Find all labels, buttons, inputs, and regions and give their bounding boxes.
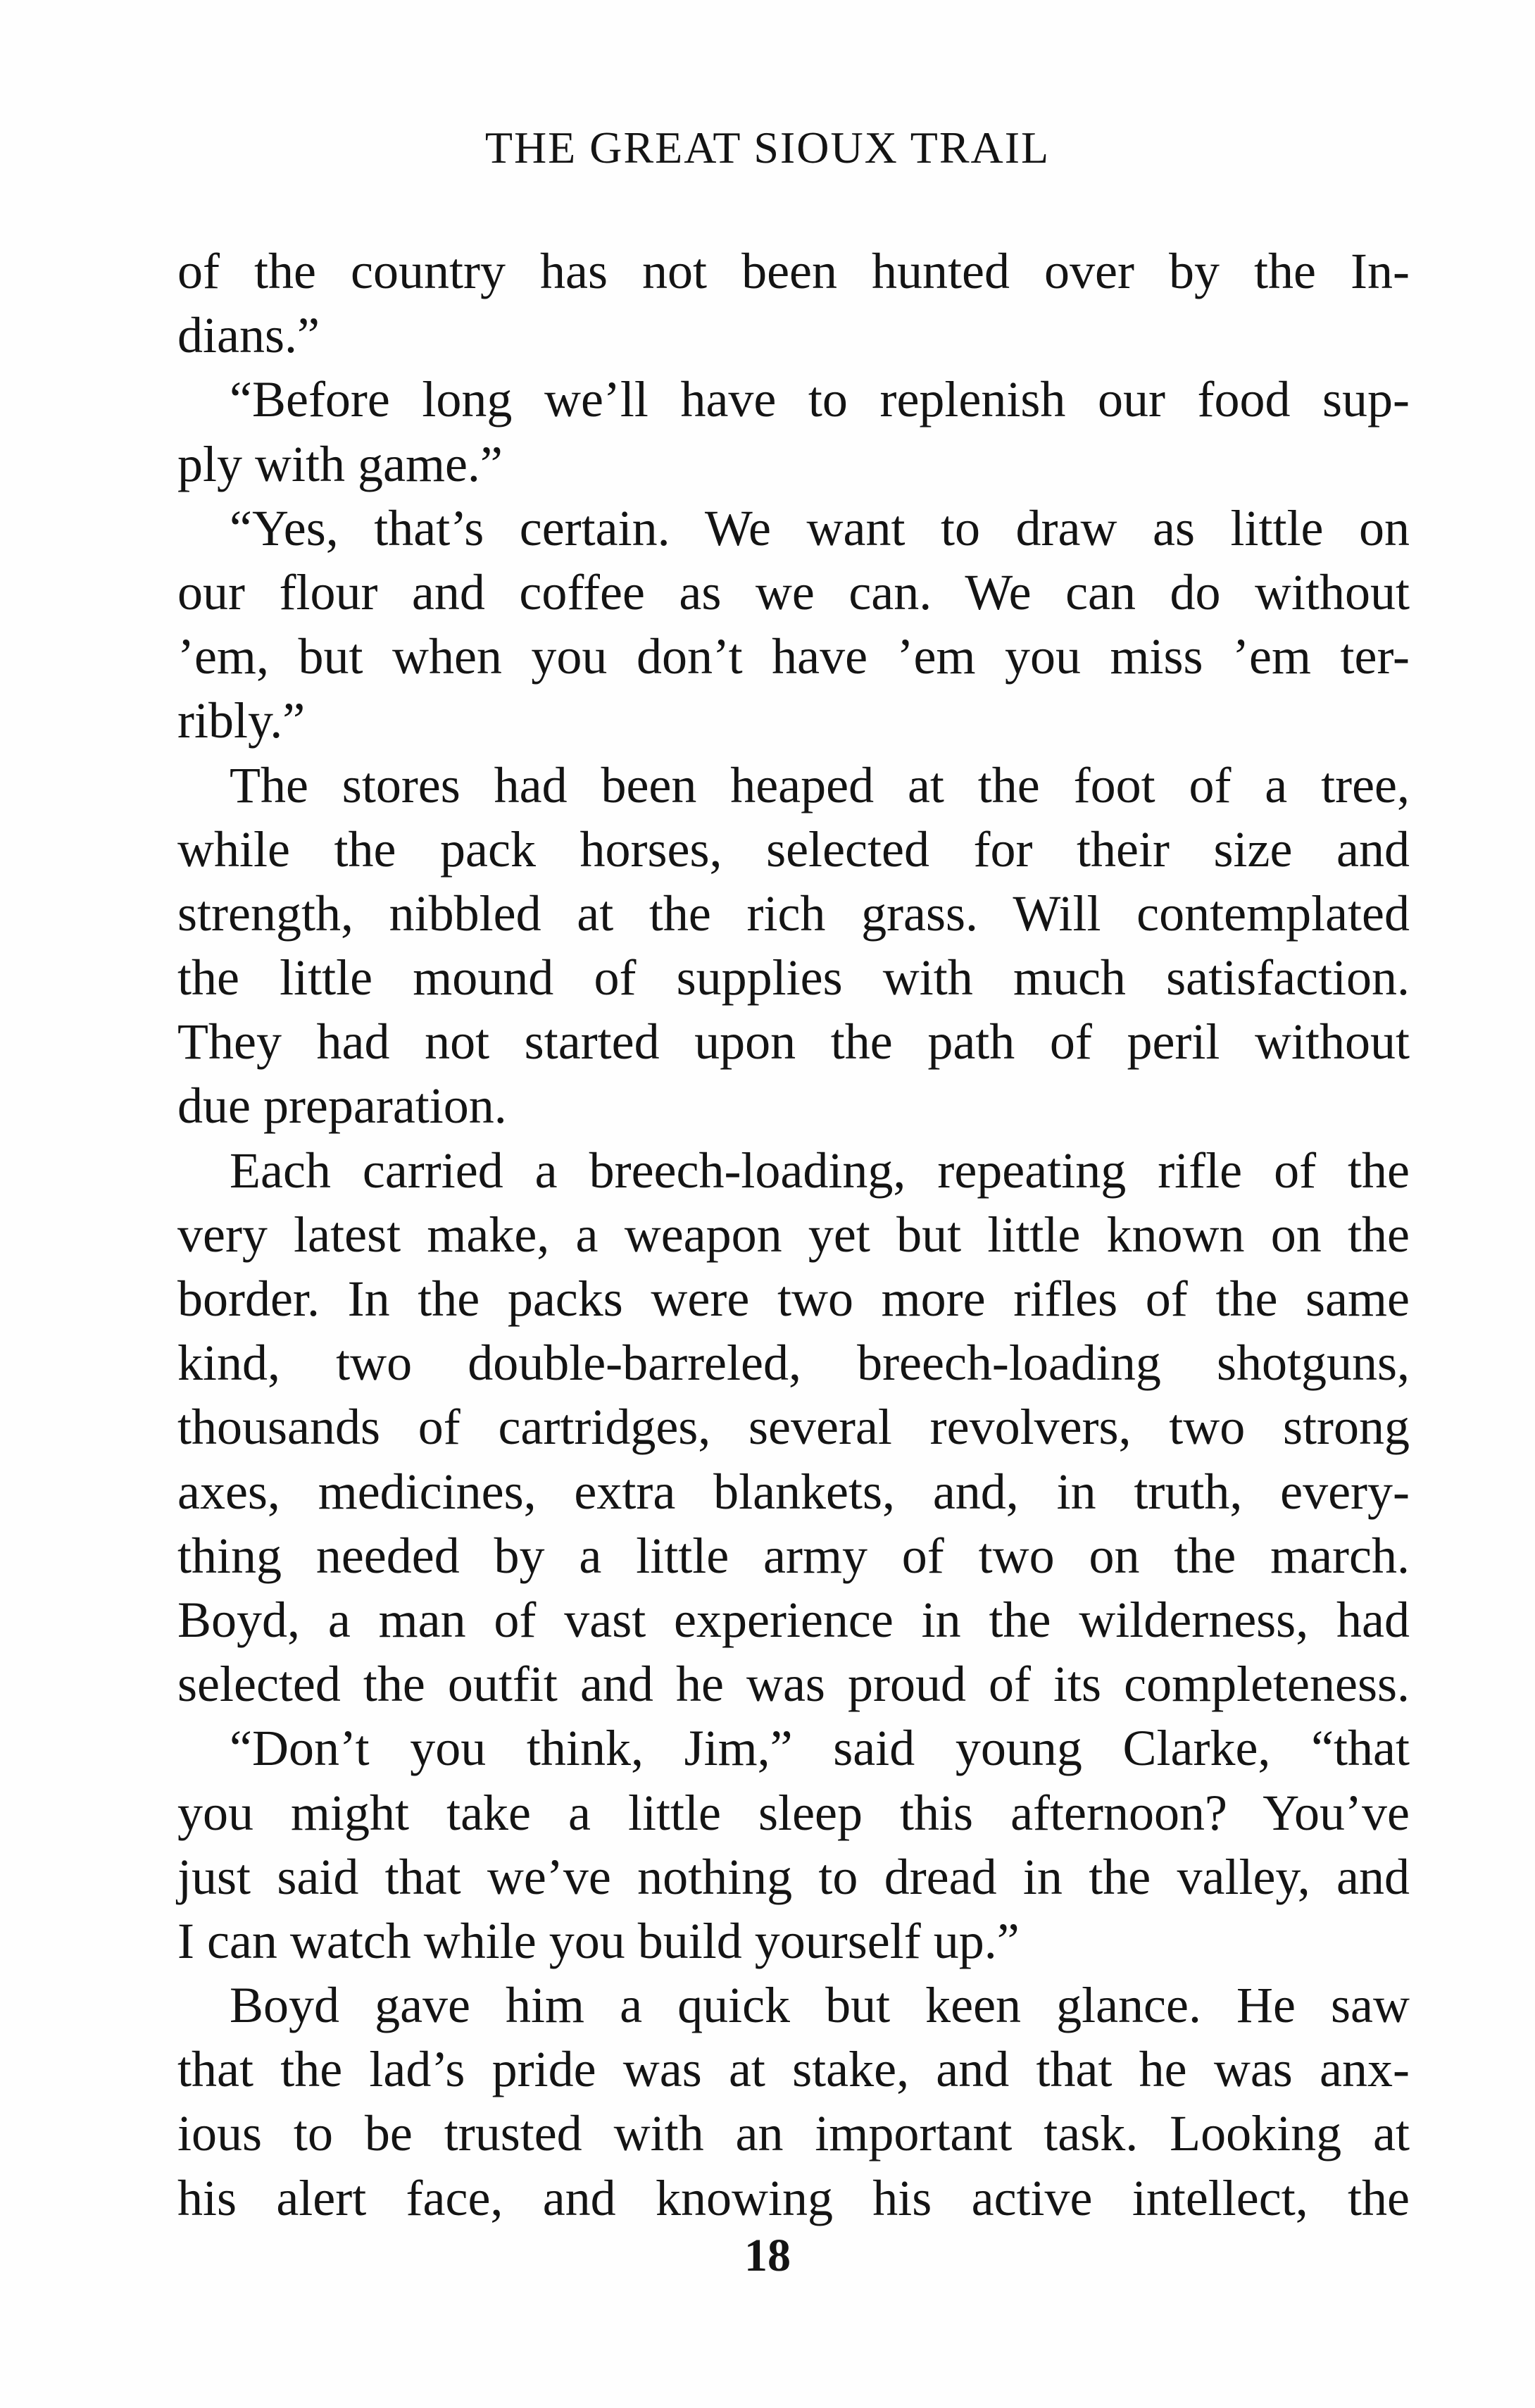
text-line: due preparation. bbox=[177, 1078, 507, 1135]
text-line: dians.” bbox=[177, 307, 320, 364]
text-line: The stores had been heaped at the foot of a tree, bbox=[230, 756, 1410, 813]
text-line: Boyd, a man of vast experience in the wilderness, had bbox=[177, 1591, 1410, 1648]
text-line: I can watch while you build yourself up.” bbox=[177, 1912, 1020, 1969]
text-line: ply with game.” bbox=[177, 435, 503, 492]
text-line: his alert face, and knowing his active intellect, the bbox=[177, 2169, 1410, 2226]
text-line: “Yes, that’s certain. We want to draw as little on bbox=[230, 499, 1410, 556]
text-line: thing needed by a little army of two on the march. bbox=[177, 1527, 1410, 1584]
text-line: Boyd gave him a quick but keen glance. He saw bbox=[230, 1977, 1410, 2034]
text-line: axes, medicines, extra blankets, and, in truth, every- bbox=[177, 1463, 1410, 1520]
text-line: “Before long we’ll have to replenish our food sup- bbox=[230, 371, 1410, 428]
running-title: THE GREAT SIOUX TRAIL bbox=[484, 123, 1051, 173]
text-line: border. In the packs were two more rifles of the same bbox=[177, 1271, 1410, 1327]
text-line: thousands of cartridges, several revolvers, two strong bbox=[177, 1399, 1410, 1456]
text-line: of the country has not been hunted over by the In- bbox=[177, 243, 1410, 299]
text-line: you might take a little sleep this afternoon? You’ve bbox=[177, 1784, 1410, 1841]
text-line: the little mound of supplies with much satisfaction. bbox=[177, 949, 1410, 1006]
text-line: kind, two double-barreled, breech-loading shotguns, bbox=[177, 1335, 1410, 1392]
text-line: Each carried a breech-loading, repeating rifle of the bbox=[230, 1142, 1410, 1199]
text-line: They had not started upon the path of peril without bbox=[177, 1013, 1410, 1071]
text-line: selected the outfit and he was proud of its completeness. bbox=[177, 1656, 1410, 1713]
text-line: while the pack horses, selected for their size and bbox=[177, 821, 1410, 878]
text-line: strength, nibbled at the rich grass. Will contemplated bbox=[177, 885, 1410, 942]
text-line: just said that we’ve nothing to dread in the valley, and bbox=[177, 1848, 1410, 1905]
body-text bbox=[177, 239, 1410, 2231]
text-line: “Don’t you think, Jim,” said young Clarke, “that bbox=[230, 1720, 1410, 1777]
text-line: ious to be trusted with an important task. Looking at bbox=[177, 2105, 1410, 2162]
text-line: our flour and coffee as we can. We can do without bbox=[177, 563, 1410, 620]
text-line: ribly.” bbox=[177, 692, 306, 749]
text-line: ’em, but when you don’t have ’em you miss ’em ter- bbox=[177, 628, 1410, 685]
page-number: 18 bbox=[744, 2230, 791, 2281]
text-line: very latest make, a weapon yet but little known on the bbox=[177, 1206, 1410, 1263]
text-line: that the lad’s pride was at stake, and that he was anx- bbox=[177, 2041, 1410, 2098]
